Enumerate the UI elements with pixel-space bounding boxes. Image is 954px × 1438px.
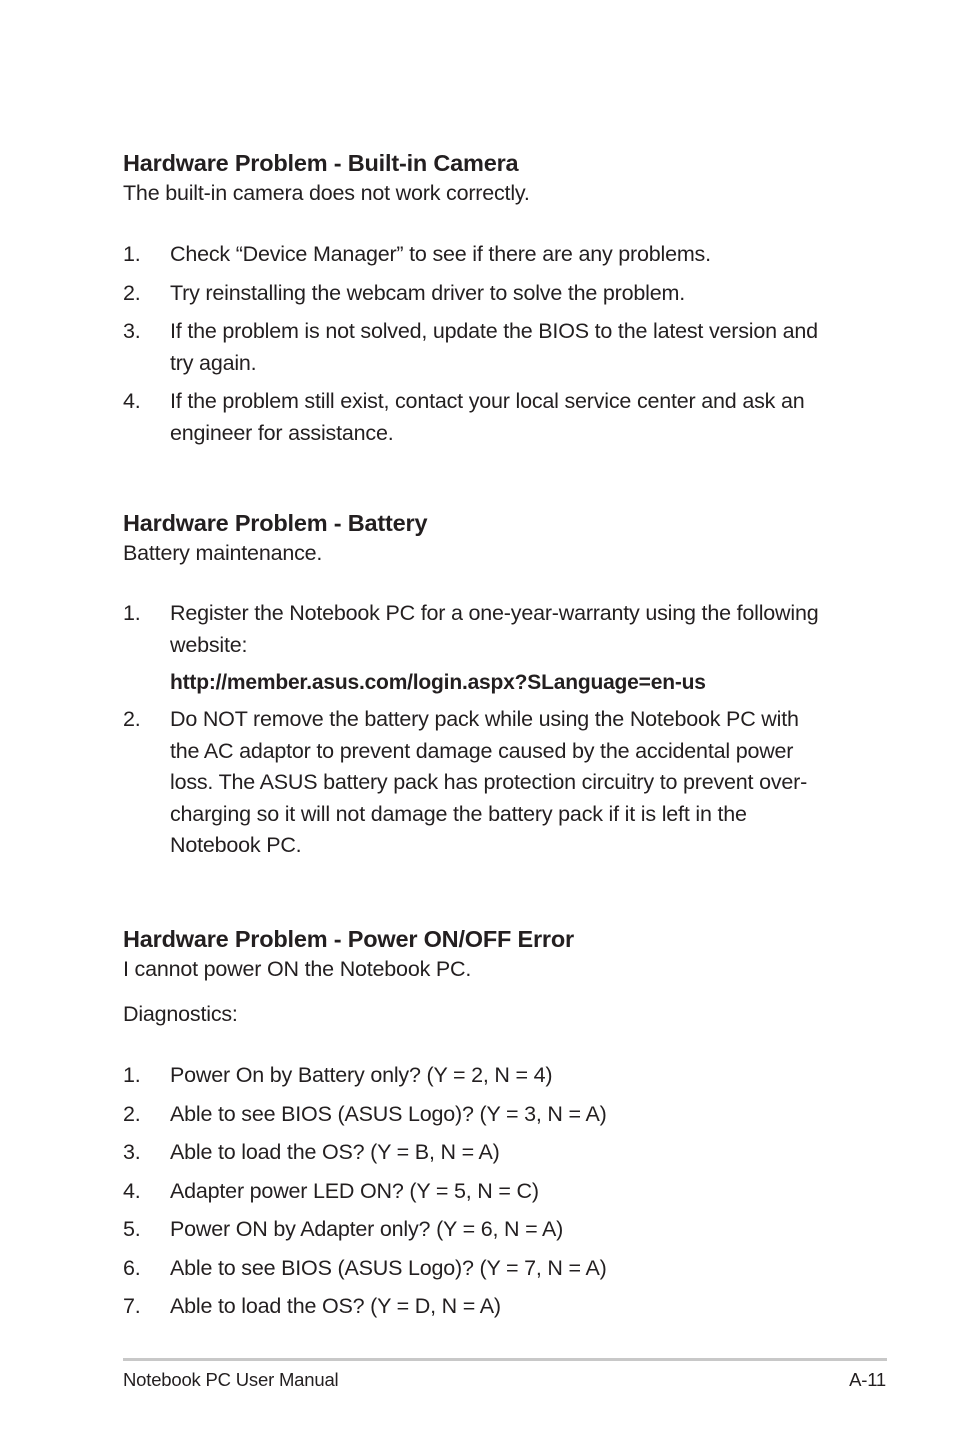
list-item (123, 1176, 823, 1208)
step-text: If the problem still exist, contact your local service center and ask an engineer for assistance. (170, 389, 805, 445)
step-text: Power ON by Adapter only? (Y = 6, N = A) (170, 1217, 564, 1241)
step-text: Able to see BIOS (ASUS Logo)? (Y = 3, N = A) (170, 1101, 607, 1126)
list-item (123, 1291, 823, 1323)
step-text: Try reinstalling the webcam driver to solve the problem. (170, 280, 685, 305)
list-item (123, 316, 823, 379)
list-item (123, 704, 823, 862)
step-number: 3. (123, 1140, 141, 1164)
camera-description: The built-in camera does not work correctly. (123, 181, 530, 205)
step-number: 6. (123, 1255, 141, 1280)
step-text: If the problem is not solved, update the BIOS to the latest version and try again. (170, 319, 818, 375)
step-text: Able to load the OS? (Y = B, N = A) (170, 1140, 500, 1164)
registration-url: http://member.asus.com/login.aspx?SLanguage=en-us (170, 671, 706, 694)
list-item (123, 1060, 823, 1092)
footer-title: Notebook PC User Manual (123, 1369, 339, 1390)
power-section (123, 924, 823, 1029)
step-number: 1. (123, 242, 141, 266)
step-number: 3. (123, 319, 141, 343)
battery-description: Battery maintenance. (123, 541, 323, 565)
step-text: Power On by Battery only? (Y = 2, N = 4) (170, 1063, 553, 1087)
camera-steps (123, 239, 823, 449)
step-text: Do NOT remove the battery pack while using the Notebook PC with the AC adaptor to prevent damage caused by the accidental power loss. The ASUS battery pack has protection circuitry to prevent over-charging so it will not damage the battery pack if it is left in the Notebook PC. (170, 707, 808, 857)
list-item (123, 1137, 823, 1169)
step-text: Able to see BIOS (ASUS Logo)? (Y = 7, N = A) (170, 1255, 607, 1280)
step-text: Register the Notebook PC for a one-year-warranty using the following website: (170, 601, 819, 657)
step-number: 5. (123, 1217, 141, 1241)
power-description: I cannot power ON the Notebook PC. (123, 957, 472, 981)
list-item (123, 598, 823, 661)
power-steps (123, 1060, 823, 1323)
battery-steps (123, 598, 823, 862)
power-heading: Hardware Problem - Power ON/OFF Error (123, 926, 574, 952)
step-number: 4. (123, 1178, 141, 1203)
camera-heading: Hardware Problem - Built-in Camera (123, 150, 519, 176)
camera-section (123, 148, 823, 208)
footer-divider (123, 1358, 887, 1361)
battery-heading: Hardware Problem - Battery (123, 510, 428, 536)
step-text: Able to load the OS? (Y = D, N = A) (170, 1294, 501, 1318)
step-text: Check “Device Manager” to see if there are any problems. (170, 242, 711, 266)
step-number: 2. (123, 280, 141, 305)
step-number: 2. (123, 1101, 141, 1126)
step-number: 1. (123, 601, 141, 625)
step-number: 1. (123, 1063, 141, 1087)
list-item (123, 386, 823, 449)
step-number: 2. (123, 707, 141, 731)
step-number: 4. (123, 389, 141, 413)
list-item (123, 278, 823, 310)
diagnostics-label: Diagnostics: (123, 1002, 238, 1026)
list-item (123, 1253, 823, 1285)
battery-section (123, 508, 823, 568)
step-text: Adapter power LED ON? (Y = 5, N = C) (170, 1178, 539, 1203)
list-item (123, 239, 823, 271)
step-number: 7. (123, 1294, 141, 1318)
page-number: A-11 (849, 1369, 886, 1390)
list-item (123, 1099, 823, 1131)
list-item (123, 1214, 823, 1246)
